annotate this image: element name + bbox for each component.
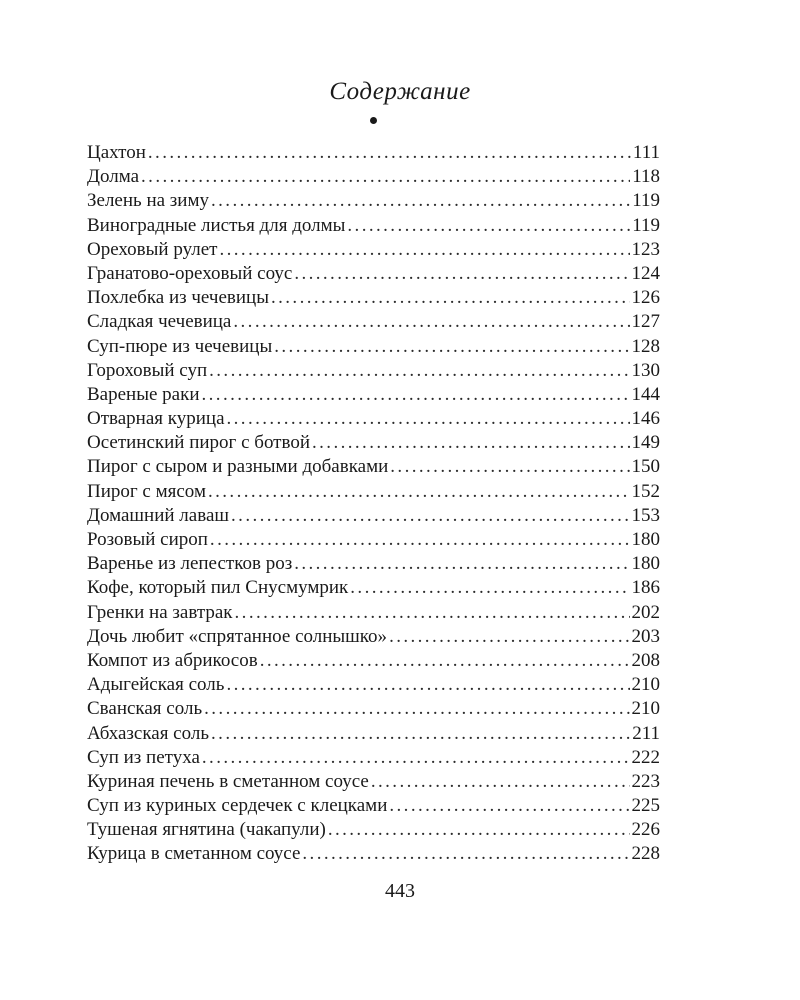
toc-entry-title: Гороховый суп <box>87 359 208 381</box>
toc-entry-title: Дочь любит «спрятанное солнышко» <box>87 625 388 647</box>
toc-entry-title: Суп из куриных сердечек с клецками <box>87 795 388 817</box>
toc-dot-leader <box>302 842 629 866</box>
toc-entry-title: Ореховый рулет <box>87 238 218 260</box>
toc-entry-page: 211 <box>632 722 660 744</box>
toc-entry-title: Похлебка из чечевицы <box>87 287 269 309</box>
toc-entry-page: 144 <box>631 383 660 405</box>
toc-entry-page: 225 <box>631 795 660 817</box>
toc-entry <box>87 552 660 576</box>
page-title: Содержание <box>329 78 471 105</box>
toc-entry <box>87 383 660 407</box>
toc-dot-leader <box>389 794 629 818</box>
toc-entry <box>87 722 660 746</box>
toc-entry-page: 152 <box>631 480 660 502</box>
toc-entry-title: Пирог с сыром и разными добавками <box>87 456 389 478</box>
toc-entry-title: Адыгейская соль <box>87 674 225 696</box>
toc-entry-title: Гренки на завтрак <box>87 601 233 623</box>
toc-dot-leader <box>347 214 630 238</box>
toc-dot-leader <box>371 770 630 794</box>
toc-entry <box>87 576 660 600</box>
toc-entry <box>87 286 660 310</box>
toc-dot-leader <box>210 528 630 552</box>
toc-entry <box>87 189 660 213</box>
toc-entry-page: 127 <box>631 311 660 333</box>
toc-dot-leader <box>235 601 630 625</box>
toc-entry <box>87 480 660 504</box>
toc-entry <box>87 504 660 528</box>
toc-entry-page: 180 <box>631 529 660 550</box>
toc-entry-title: Куриная печень в сметанном соусе <box>87 770 369 792</box>
toc-entry <box>87 601 660 625</box>
toc-entry <box>87 214 660 238</box>
toc-entry-page: 119 <box>632 190 660 212</box>
toc-entry-title: Суп-пюре из чечевицы <box>87 335 273 357</box>
table-of-contents <box>87 141 660 867</box>
toc-entry-title: Компот из абрикосов <box>87 649 258 671</box>
toc-dot-leader <box>312 431 630 455</box>
toc-entry-page: 126 <box>631 287 660 309</box>
toc-entry-title: Виноградные листья для долмы <box>87 214 346 236</box>
toc-entry-page: 228 <box>631 843 660 865</box>
toc-entry-title: Суп из петуха <box>87 746 200 768</box>
toc-entry <box>87 407 660 431</box>
toc-entry <box>87 335 660 359</box>
toc-dot-leader <box>231 504 629 528</box>
toc-dot-leader <box>211 722 630 746</box>
toc-dot-leader <box>271 286 630 310</box>
toc-entry-page: 180 <box>631 553 660 575</box>
toc-entry <box>87 310 660 334</box>
toc-entry-title: Варенье из лепестков роз <box>87 553 293 575</box>
toc-entry <box>87 262 660 286</box>
toc-entry-page: 123 <box>631 238 660 260</box>
toc-entry-page: 208 <box>631 649 660 671</box>
toc-dot-leader <box>390 455 629 479</box>
toc-entry-title: Вареные раки <box>87 383 200 405</box>
toc-entry-page: 150 <box>631 456 660 478</box>
toc-dot-leader <box>350 576 629 600</box>
toc-entry-page: 210 <box>631 674 660 696</box>
toc-entry <box>87 697 660 721</box>
toc-entry-page: 146 <box>631 408 660 430</box>
toc-dot-leader <box>204 697 629 721</box>
toc-dot-leader <box>260 649 630 673</box>
toc-entry-title: Кофе, который пил Снусмумрик <box>87 577 349 599</box>
toc-entry-title: Пирог с мясом <box>87 480 206 502</box>
toc-entry <box>87 165 660 189</box>
toc-dot-leader <box>227 407 630 431</box>
toc-dot-leader <box>389 625 629 649</box>
toc-dot-leader <box>294 552 629 576</box>
toc-entry <box>87 746 660 770</box>
toc-entry-page: 203 <box>631 625 660 647</box>
toc-dot-leader <box>208 480 630 504</box>
toc-dot-leader <box>328 818 630 842</box>
toc-entry-title: Отварная курица <box>87 408 225 430</box>
toc-entry-title: Курица в сметанном соусе <box>87 843 301 865</box>
toc-entry-page: 118 <box>632 166 660 188</box>
toc-entry <box>87 238 660 262</box>
toc-entry-title: Цахтон <box>87 142 146 163</box>
toc-entry-title: Гранатово-ореховый соус <box>87 262 293 284</box>
toc-dot-leader <box>202 383 630 407</box>
toc-dot-leader <box>274 335 629 359</box>
toc-entry-page: 128 <box>631 335 660 357</box>
toc-entry <box>87 455 660 479</box>
toc-entry <box>87 649 660 673</box>
toc-entry-title: Сладкая чечевица <box>87 311 232 333</box>
toc-entry-page: 119 <box>632 214 660 236</box>
toc-dot-leader <box>202 746 630 770</box>
toc-entry <box>87 141 660 165</box>
toc-entry-title: Осетинский пирог с ботвой <box>87 432 310 454</box>
toc-entry <box>87 431 660 455</box>
toc-entry-page: 226 <box>631 819 660 841</box>
title-bullet-ornament <box>370 117 377 124</box>
toc-dot-leader <box>211 189 630 213</box>
toc-entry-page: 223 <box>631 770 660 792</box>
toc-entry-page: 149 <box>631 432 660 454</box>
toc-entry-title: Домашний лаваш <box>87 504 230 526</box>
toc-entry <box>87 842 660 866</box>
toc-entry-page: 210 <box>631 698 660 720</box>
toc-entry-title: Тушеная ягнятина (чакапули) <box>87 819 326 841</box>
toc-entry-page: 222 <box>631 746 660 768</box>
toc-entry <box>87 528 660 552</box>
toc-entry-page: 202 <box>631 601 660 623</box>
toc-dot-leader <box>209 359 629 383</box>
toc-entry-page: 124 <box>631 262 660 284</box>
toc-entry <box>87 794 660 818</box>
toc-entry-title: Абхазская соль <box>87 722 210 744</box>
toc-entry-title: Долма <box>87 166 140 188</box>
page-number: 443 <box>385 880 415 902</box>
toc-dot-leader <box>219 238 629 262</box>
toc-entry <box>87 673 660 697</box>
toc-entry <box>87 770 660 794</box>
toc-dot-leader <box>294 262 629 286</box>
toc-entry-title: Зелень на зиму <box>87 190 209 212</box>
toc-dot-leader <box>233 310 629 334</box>
toc-entry-page: 130 <box>631 359 660 381</box>
toc-entry-page: 111 <box>632 142 660 163</box>
toc-entry-title: Розовый сироп <box>87 529 208 550</box>
toc-dot-leader <box>226 673 629 697</box>
toc-entry <box>87 818 660 842</box>
toc-entry-page: 186 <box>631 577 660 599</box>
toc-dot-leader <box>148 141 631 165</box>
toc-entry-page: 153 <box>631 504 660 526</box>
toc-dot-leader <box>141 165 630 189</box>
toc-entry-title: Сванская соль <box>87 698 203 720</box>
toc-entry <box>87 359 660 383</box>
toc-entry <box>87 625 660 649</box>
